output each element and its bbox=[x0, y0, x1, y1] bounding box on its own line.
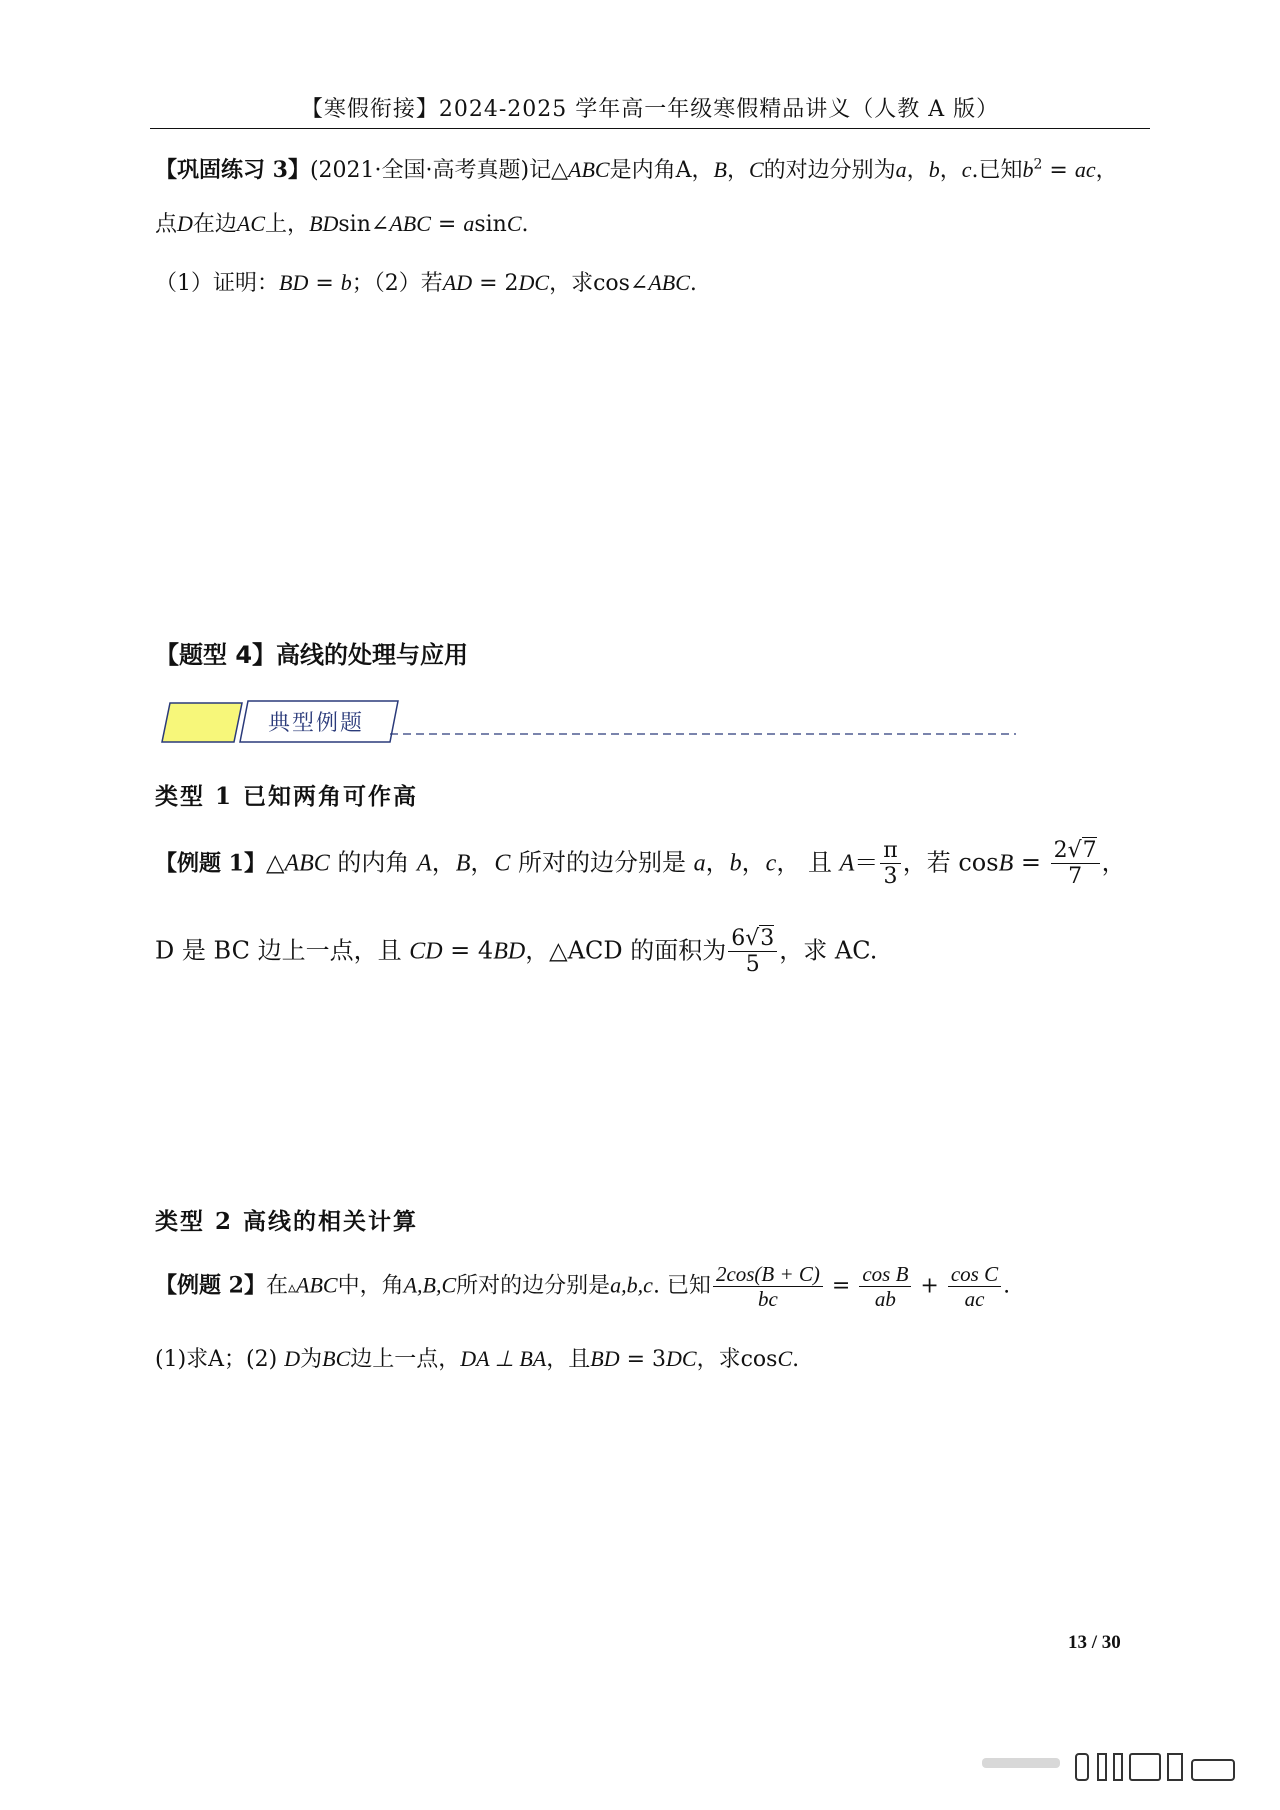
example1-line1 bbox=[155, 838, 1126, 890]
type2-title: 类型 2 高线的相关计算 bbox=[155, 1208, 419, 1235]
frac-den: bc bbox=[758, 1287, 778, 1312]
text: 边上一点， bbox=[350, 1347, 461, 1372]
math: a bbox=[463, 211, 475, 236]
coef: 2 bbox=[1053, 838, 1068, 863]
text: ， bbox=[705, 848, 730, 877]
text: ， 且 bbox=[776, 848, 840, 877]
section-title: 【题型 4】高线的处理与应用 bbox=[155, 641, 469, 669]
math: DC bbox=[666, 1346, 697, 1371]
math: = 2 bbox=[472, 271, 519, 296]
text: ， bbox=[726, 158, 749, 183]
text: 记△ bbox=[529, 158, 569, 183]
text: 所对的边分别是 bbox=[456, 1273, 611, 1299]
math: b bbox=[340, 270, 352, 295]
math: D bbox=[177, 211, 193, 236]
text: 在 bbox=[265, 1273, 288, 1299]
text: ， bbox=[470, 848, 495, 877]
text: ；（2）若 bbox=[351, 271, 443, 296]
text: 点 bbox=[155, 212, 178, 237]
example2-line1 bbox=[155, 1262, 1010, 1311]
math: = bbox=[1013, 848, 1049, 877]
practice3-line1 bbox=[155, 153, 1118, 184]
practice3-source: (2021·全国·高考真题) bbox=[309, 158, 530, 183]
text: （1）证明： bbox=[155, 271, 279, 296]
math: ABC bbox=[648, 270, 690, 295]
math: AC bbox=[236, 211, 266, 236]
wm-bar bbox=[1130, 1754, 1160, 1780]
radicand: 3 bbox=[760, 926, 775, 951]
math: BD bbox=[309, 211, 339, 236]
math: b bbox=[928, 157, 940, 182]
text: . bbox=[689, 271, 697, 296]
frac-num: π bbox=[880, 838, 900, 864]
wm-bar bbox=[1192, 1760, 1234, 1780]
text: △ bbox=[265, 848, 285, 877]
math: ABC bbox=[568, 157, 610, 182]
coef: 6 bbox=[731, 926, 746, 951]
example1-line2 bbox=[155, 926, 877, 978]
wm-bar bbox=[1114, 1754, 1122, 1780]
text: ，求cos bbox=[696, 1347, 778, 1372]
header-rule bbox=[150, 128, 1150, 129]
math: = bbox=[1042, 158, 1075, 183]
radicand: 7 bbox=[1082, 838, 1097, 863]
text: . bbox=[792, 1347, 800, 1372]
math: ABC bbox=[296, 1272, 338, 1298]
wm-bar bbox=[1098, 1754, 1106, 1780]
watermark-graphic bbox=[980, 1748, 1250, 1788]
text: ，求cos∠ bbox=[549, 271, 649, 296]
text: 的对边分别为 bbox=[763, 158, 896, 183]
math: DC bbox=[518, 270, 550, 295]
math: BD bbox=[493, 938, 526, 965]
example2-tag: 【例题 2】 bbox=[155, 1272, 266, 1299]
math: ABC bbox=[284, 850, 330, 877]
type1-title: 类型 1 已知两角可作高 bbox=[155, 783, 419, 810]
page-number: 13 / 30 bbox=[1068, 1632, 1121, 1653]
text: ，△ACD 的面积为 bbox=[525, 936, 727, 965]
practice3-tag: 【巩固练习 3】 bbox=[155, 157, 310, 183]
frac-den: ac bbox=[964, 1287, 985, 1312]
text: . bbox=[521, 212, 529, 237]
text: ，求 AC. bbox=[779, 936, 878, 965]
frac-den: 3 bbox=[883, 864, 898, 890]
text: ，若 cos bbox=[902, 848, 999, 877]
math: B bbox=[455, 850, 471, 877]
math: ac bbox=[1074, 157, 1096, 182]
triangle-symbol: ▵ bbox=[287, 1277, 297, 1297]
fraction-cosB bbox=[1051, 838, 1100, 890]
math: = 4 bbox=[442, 936, 494, 965]
math: = 3 bbox=[619, 1347, 667, 1372]
math: A bbox=[839, 850, 855, 877]
frac-num: cos B bbox=[859, 1262, 911, 1287]
math: BD bbox=[279, 270, 309, 295]
text: ， bbox=[431, 848, 456, 877]
text: ， bbox=[939, 158, 962, 183]
math: C bbox=[494, 850, 511, 877]
math: 2 bbox=[1033, 156, 1043, 173]
text: .已知 bbox=[971, 158, 1023, 183]
text: 是内角A， bbox=[609, 158, 714, 183]
math: AD bbox=[442, 270, 473, 295]
math: a,b,c bbox=[610, 1272, 653, 1298]
frac-num: 2√7 bbox=[1051, 838, 1100, 864]
math: ABC bbox=[389, 211, 431, 236]
wm-bar bbox=[982, 1758, 1060, 1768]
fraction-cosB bbox=[859, 1262, 911, 1311]
math: B bbox=[998, 850, 1014, 877]
math: b bbox=[729, 850, 742, 877]
text: 所对的边分别是 bbox=[510, 848, 694, 877]
math: BC bbox=[322, 1346, 351, 1371]
text: . bbox=[1003, 1273, 1011, 1299]
math: c bbox=[961, 157, 972, 182]
banner-label: 典型例题 bbox=[268, 711, 365, 736]
text: ， bbox=[1101, 848, 1126, 877]
text: 中，角 bbox=[337, 1273, 404, 1299]
math: D bbox=[284, 1346, 301, 1371]
text: 的内角 bbox=[329, 848, 418, 877]
text: ， bbox=[741, 848, 766, 877]
math: C bbox=[777, 1346, 793, 1371]
math: C bbox=[506, 211, 522, 236]
fraction-2cos bbox=[713, 1262, 823, 1311]
math: = bbox=[308, 271, 341, 296]
page-header: 【寒假衔接】2024-2025 学年高一年级寒假精品讲义（人教 A 版） bbox=[300, 97, 1000, 122]
fraction-pi-over-3 bbox=[880, 838, 900, 890]
frac-num: 6√3 bbox=[728, 926, 777, 952]
math: sin bbox=[474, 212, 507, 237]
text: 在边 bbox=[192, 212, 237, 237]
math: + bbox=[913, 1273, 946, 1299]
fraction-area bbox=[728, 926, 777, 978]
practice3-line3 bbox=[155, 266, 697, 297]
text: ，且 bbox=[546, 1347, 591, 1372]
math: B bbox=[713, 157, 727, 182]
math: b bbox=[1022, 157, 1034, 182]
math: = bbox=[430, 212, 464, 237]
banner-yellow-tab bbox=[162, 703, 242, 742]
text: 上， bbox=[265, 212, 310, 237]
text: D 是 BC 边上一点，且 bbox=[155, 936, 410, 965]
math: sin∠ bbox=[338, 212, 390, 237]
frac-num: cos C bbox=[948, 1262, 1001, 1287]
math: C bbox=[748, 157, 764, 182]
math: c bbox=[765, 850, 777, 877]
text: ， bbox=[1095, 158, 1118, 183]
example1-tag: 【例题 1】 bbox=[155, 850, 266, 877]
math: DA ⊥ BA bbox=[460, 1346, 547, 1371]
frac-den: ab bbox=[874, 1287, 896, 1312]
text: 为 bbox=[300, 1347, 323, 1372]
math: ＝ bbox=[854, 848, 879, 877]
fraction-cosC bbox=[948, 1262, 1001, 1311]
practice3-line2 bbox=[155, 207, 529, 238]
math: a bbox=[895, 157, 907, 182]
math: BD bbox=[590, 1346, 620, 1371]
math: a bbox=[693, 850, 706, 877]
example2-line2 bbox=[155, 1342, 799, 1373]
wm-bar bbox=[1076, 1754, 1088, 1780]
frac-den: 7 bbox=[1068, 864, 1083, 890]
wm-bar bbox=[1168, 1754, 1182, 1780]
math: = bbox=[824, 1273, 858, 1299]
math: A,B,C bbox=[403, 1272, 457, 1298]
frac-den: 5 bbox=[745, 952, 760, 978]
math: A bbox=[417, 850, 432, 877]
text: ， bbox=[906, 158, 929, 183]
math: CD bbox=[409, 938, 443, 965]
text: (1)求A；(2) bbox=[155, 1347, 285, 1372]
frac-num: 2cos(B + C) bbox=[713, 1262, 823, 1287]
text: . 已知 bbox=[652, 1273, 711, 1299]
example-banner bbox=[158, 698, 1018, 748]
